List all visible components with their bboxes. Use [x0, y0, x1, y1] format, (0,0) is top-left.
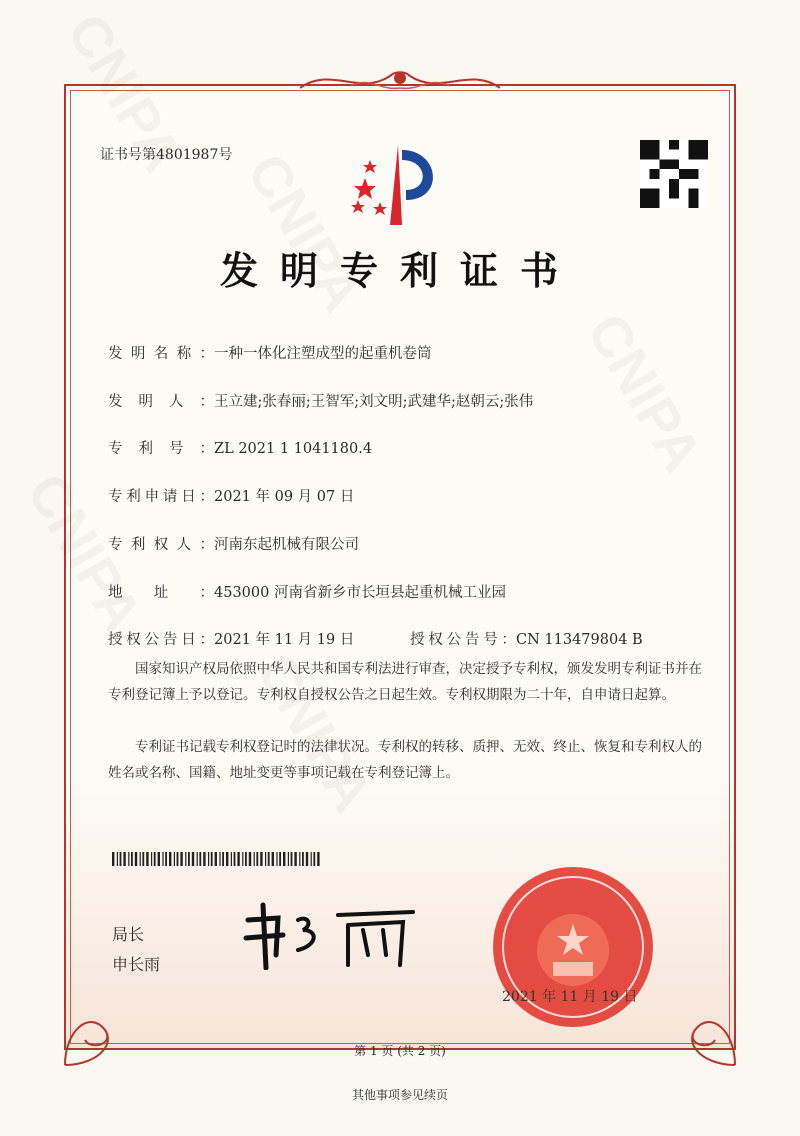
field-inventors: [108, 390, 533, 411]
field-address: [108, 581, 506, 602]
director-signature: [238, 900, 418, 970]
field-patentee: [108, 533, 359, 554]
field-value: 河南东起机械有限公司: [214, 537, 359, 553]
field-value: 453000 河南省新乡市长垣县起重机械工业园: [214, 585, 506, 601]
qr-code: [640, 140, 708, 208]
paragraph-legal-status: 专利证书记载专利权登记时的法律状况。专利权的转移、质押、无效、终止、恢复和专利权人的姓名或名称、国籍、地址变更等事项记载在专利登记簿上。: [108, 739, 702, 781]
field-value: 2021 年 11 月 19 日: [214, 632, 355, 648]
director-name: 申长雨: [112, 955, 161, 974]
field-label: 发明名称：: [108, 346, 214, 362]
director-title: 局长: [112, 925, 145, 944]
field-label: 专利权人：: [108, 537, 214, 553]
field-application-date: [108, 485, 354, 506]
certificate-title: 发明专利证书: [219, 248, 580, 293]
field-label: 发明人：: [108, 394, 214, 410]
page-number: 第 1 页 (共 2 页): [354, 1044, 446, 1058]
barcode: [112, 852, 322, 866]
paragraph-grant: 国家知识产权局依照中华人民共和国专利法进行审查，决定授予专利权，颁发发明专利证书并在专利登记簿上予以登记。专利权自授权公告之日起生效。专利权期限为二十年，自申请日起算。: [108, 661, 702, 703]
field-value: 一种一体化注塑成型的起重机卷筒: [214, 346, 432, 362]
field-publication-number: [410, 628, 643, 649]
field-grant-date: [108, 628, 354, 649]
field-invention-name: [108, 342, 432, 363]
field-value: CN 113479804 B: [516, 632, 643, 648]
field-label: 地址：: [108, 585, 214, 601]
field-label: 专利号：: [108, 441, 214, 457]
field-label: 授权公告日：: [108, 632, 214, 648]
field-patent-number: [108, 437, 372, 458]
official-seal: [488, 862, 658, 1032]
cnipa-logo: [340, 140, 460, 230]
top-ornament: [290, 66, 510, 96]
field-label: 授权公告号：: [410, 632, 516, 648]
field-value: ZL 2021 1 1041180.4: [214, 441, 373, 457]
field-value: 2021 年 09 月 07 日: [214, 489, 355, 505]
certificate-number: 证书号第4801987号: [100, 147, 233, 163]
continued-note: 其他事项参见续页: [351, 1088, 448, 1102]
field-label: 专利申请日：: [108, 489, 214, 505]
field-value: 王立建;张春丽;王智军;刘文明;武建华;赵朝云;张伟: [214, 394, 534, 410]
seal-date: 2021 年 11 月 19 日: [502, 989, 638, 1005]
